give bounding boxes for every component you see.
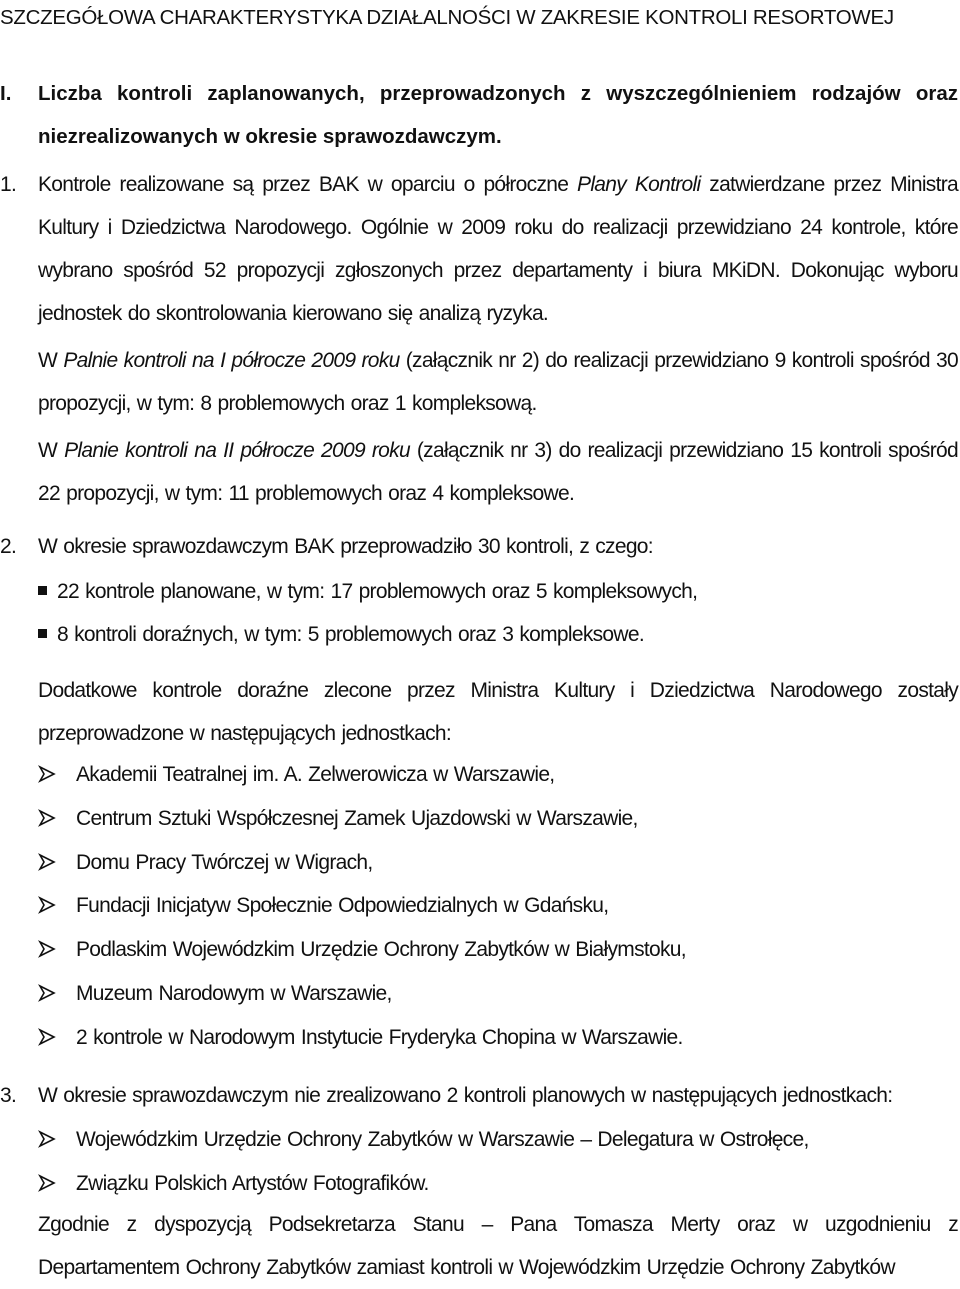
- final-paragraph: Zgodnie z dyspozycją Podsekretarza Stanu – Pana Tomasza Merty oraz w uzgodnieniu z Departamentem Ochrony Zabytków zamiast kontroli w Wojewódzkim Urzędzie Ochrony Zabytków: [38, 1213, 958, 1279]
- square-bullet-icon: [38, 586, 47, 595]
- list-item: Związku Polskich Artystów Fotografików.: [0, 1162, 958, 1206]
- paragraph-1-first-half: W Palnie kontroli na I półrocze 2009 roku (załącznik nr 2) do realizacji przewidziano 9 kontroli spośród 30 propozycji, w tym: 8 problemowych oraz 1 kompleksową.: [38, 349, 958, 415]
- paragraph-2: [0, 525, 958, 568]
- controls-breakdown-list: [0, 570, 958, 656]
- arrow-bullet-icon: [38, 1028, 56, 1046]
- list-item: Podlaskim Wojewódzkim Urzędzie Ochrony Zabytków w Białymstoku,: [0, 928, 958, 972]
- section-title: [0, 72, 958, 158]
- list-item: Akademii Teatralnej im. A. Zelwerowicza w Warszawie,: [0, 753, 958, 797]
- list-item: Muzeum Narodowym w Warszawie,: [0, 972, 958, 1016]
- arrow-bullet-icon: [38, 765, 56, 783]
- arrow-bullet-icon: [38, 1130, 56, 1148]
- arrow-bullet-icon: [38, 853, 56, 871]
- arrow-bullet-icon: [38, 984, 56, 1002]
- section-title-text: Liczba kontroli zaplanowanych, przeprowadzonych z wyszczególnieniem rodzajów oraz niezrealizowanych w okresie sprawozdawczym.: [38, 82, 958, 148]
- arrow-bullet-icon: [38, 1174, 56, 1192]
- additional-units-list: [0, 753, 958, 1060]
- paragraph-2-text: W okresie sprawozdawczym BAK przeprowadziło 30 kontroli, z czego:: [38, 535, 653, 558]
- arrow-bullet-icon: [38, 896, 56, 914]
- paragraph-1-second-half: W Planie kontroli na II półrocze 2009 roku (załącznik nr 3) do realizacji przewidziano 15 kontroli spośród 22 propozycji, w tym: 11 problemowych oraz 4 kompleksowe.: [38, 439, 958, 505]
- arrow-bullet-icon: [38, 809, 56, 827]
- paragraph-2-number: 2.: [0, 535, 17, 558]
- list-item: Domu Pracy Twórczej w Wigrach,: [0, 841, 958, 885]
- paragraph-3-number: 3.: [0, 1084, 17, 1107]
- additional-controls-text: Dodatkowe kontrole doraźne zlecone przez Ministra Kultury i Dziedzictwa Narodowego zostały przeprowadzone w następujących jednostkach:: [38, 679, 958, 745]
- arrow-bullet-icon: [38, 940, 56, 958]
- paragraph-1: [0, 163, 958, 515]
- list-item: Centrum Sztuki Współczesnej Zamek Ujazdowski w Warszawie,: [0, 797, 958, 841]
- list-item: Wojewódzkim Urzędzie Ochrony Zabytków w Warszawie – Delegatura w Ostrołęce,: [0, 1118, 958, 1162]
- square-bullet-icon: [38, 629, 47, 638]
- paragraph-1-planning: Kontrole realizowane są przez BAK w oparciu o półroczne Plany Kontroli zatwierdzane przez Ministra Kultury i Dziedzictwa Narodowego. Ogólnie w 2009 roku do realizacji przewidziano 24 kontrole, które wybrano spośród 52 propozycji zgłoszonych przez departamenty i biura MKiDN. Dokonując wyboru jednostek do skontrolowania kierowano się analizą ryzyka.: [38, 173, 958, 325]
- paragraph-3-text: W okresie sprawozdawczym nie zrealizowano 2 kontroli planowych w następujących jednostkach:: [38, 1084, 893, 1107]
- document-heading: SZCZEGÓŁOWA CHARAKTERYSTYKA DZIAŁALNOŚCI W ZAKRESIE KONTROLI RESORTOWEJ: [0, 6, 894, 29]
- list-item: 2 kontrole w Narodowym Instytucie Fryderyka Chopina w Warszawie.: [0, 1016, 958, 1060]
- list-item: Fundacji Inicjatyw Społecznie Odpowiedzialnych w Gdańsku,: [0, 884, 958, 928]
- paragraph-1-number: 1.: [0, 173, 17, 196]
- unrealized-units-list: [0, 1118, 958, 1205]
- list-item: 8 kontroli doraźnych, w tym: 5 problemowych oraz 3 kompleksowe.: [0, 613, 958, 656]
- paragraph-3: [0, 1074, 958, 1117]
- list-item: 22 kontrole planowane, w tym: 17 problemowych oraz 5 kompleksowych,: [0, 570, 958, 613]
- section-number: I.: [0, 82, 12, 105]
